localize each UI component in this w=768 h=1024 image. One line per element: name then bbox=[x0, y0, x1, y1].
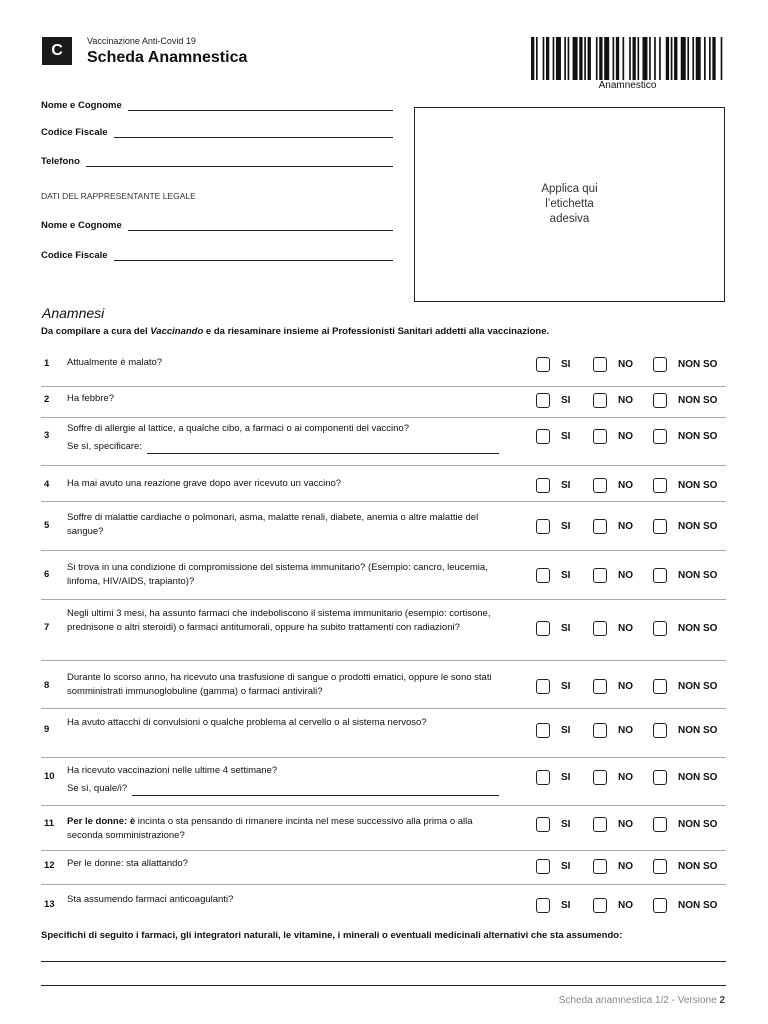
option-label: NO bbox=[618, 771, 633, 783]
option-label: NON SO bbox=[678, 569, 718, 581]
option-label: NON SO bbox=[678, 394, 718, 406]
barcode-bar bbox=[704, 37, 706, 80]
section-title: Anamnesi bbox=[42, 305, 105, 321]
barcode-bar bbox=[674, 37, 677, 80]
answer-options bbox=[536, 567, 726, 583]
question-number: 12 bbox=[44, 860, 55, 871]
option-dont-know[interactable] bbox=[653, 428, 717, 444]
checkbox-yes[interactable] bbox=[536, 478, 550, 493]
barcode-bar bbox=[642, 37, 647, 80]
question-separator bbox=[41, 757, 726, 758]
question-row-1 bbox=[41, 356, 726, 378]
question-row-10 bbox=[41, 764, 726, 796]
legal-rep-heading: DATI DEL RAPPRESENTANTE LEGALE bbox=[41, 191, 196, 201]
question-row-2 bbox=[41, 392, 726, 414]
patient-fiscal-code-line[interactable] bbox=[114, 124, 393, 138]
question-text-body: Ha febbre? bbox=[67, 393, 115, 404]
barcode-bar bbox=[564, 37, 566, 80]
specify-line[interactable] bbox=[147, 443, 499, 454]
checkbox-no[interactable] bbox=[593, 519, 607, 534]
option-no[interactable] bbox=[593, 477, 633, 493]
option-label: NON SO bbox=[678, 479, 718, 491]
checkbox-no[interactable] bbox=[593, 429, 607, 444]
barcode-bar bbox=[596, 37, 598, 80]
option-yes[interactable] bbox=[536, 356, 570, 372]
option-dont-know[interactable] bbox=[653, 567, 717, 583]
question-text bbox=[67, 607, 507, 635]
checkbox-no[interactable] bbox=[593, 770, 607, 785]
section-instruction bbox=[41, 326, 549, 337]
option-label: NON SO bbox=[678, 680, 718, 692]
barcode-bar bbox=[536, 37, 538, 80]
question-number: 8 bbox=[44, 680, 50, 691]
question-number: 1 bbox=[44, 358, 50, 369]
barcode-bar bbox=[616, 37, 619, 80]
instruction-emphasis: Vaccinando bbox=[150, 326, 204, 337]
option-label: NO bbox=[618, 394, 633, 406]
option-label: SI bbox=[561, 358, 571, 370]
question-text bbox=[67, 511, 507, 539]
option-label: SI bbox=[561, 860, 571, 872]
option-no[interactable] bbox=[593, 567, 633, 583]
option-label: NON SO bbox=[678, 771, 718, 783]
question-text-body: Ha ricevuto vaccinazioni nelle ultime 4 settimane? bbox=[67, 765, 278, 776]
option-label: SI bbox=[561, 818, 571, 830]
checkbox-dont-know[interactable] bbox=[653, 723, 667, 738]
question-separator bbox=[41, 417, 726, 418]
checkbox-yes[interactable] bbox=[536, 357, 550, 372]
question-row-9 bbox=[41, 716, 726, 744]
option-label: NO bbox=[618, 479, 633, 491]
option-no[interactable] bbox=[593, 769, 633, 785]
legal-rep-name-label: Nome e Cognome bbox=[41, 220, 122, 231]
legal-rep-fiscal-code-field[interactable] bbox=[41, 247, 393, 261]
question-text bbox=[67, 392, 507, 406]
question-text-body: Negli ultimi 3 mesi, ha assunto farmaci che indeboliscono il sistema immunitario (esempio: cortisone, prednisone o altri steroidi) o farmaci antitumorali, oppure ha subito trattamenti con radiazioni? bbox=[67, 608, 491, 633]
question-number: 11 bbox=[44, 818, 55, 829]
option-no[interactable] bbox=[593, 392, 633, 408]
medications-label: Specifichi di seguito i farmaci, gli integratori naturali, le vitamine, i minerali o eventuali medicinali alternativi che sta assumendo: bbox=[41, 930, 623, 941]
option-yes[interactable] bbox=[536, 722, 570, 738]
option-label: NO bbox=[618, 569, 633, 581]
checkbox-dont-know[interactable] bbox=[653, 519, 667, 534]
checkbox-dont-know[interactable] bbox=[653, 898, 667, 913]
option-yes[interactable] bbox=[536, 620, 570, 636]
option-yes[interactable] bbox=[536, 567, 570, 583]
legal-rep-name-field[interactable] bbox=[41, 217, 393, 231]
question-text bbox=[67, 893, 507, 907]
checkbox-dont-know[interactable] bbox=[653, 770, 667, 785]
barcode-bar bbox=[546, 37, 549, 80]
question-separator bbox=[41, 660, 726, 661]
barcode-bar bbox=[654, 37, 656, 80]
question-text-bold: Per le donne: è bbox=[67, 816, 136, 827]
question-row-12 bbox=[41, 857, 726, 877]
option-no[interactable] bbox=[593, 678, 633, 694]
question-text bbox=[67, 561, 507, 589]
checkbox-no[interactable] bbox=[593, 723, 607, 738]
question-number: 7 bbox=[44, 622, 50, 633]
option-label: SI bbox=[561, 569, 571, 581]
question-text bbox=[67, 671, 507, 699]
checkbox-no[interactable] bbox=[593, 898, 607, 913]
question-row-11 bbox=[41, 815, 726, 843]
question-number: 3 bbox=[44, 430, 50, 441]
option-label: NON SO bbox=[678, 860, 718, 872]
question-text bbox=[67, 857, 507, 871]
barcode-bar bbox=[659, 37, 661, 80]
option-label: SI bbox=[561, 430, 571, 442]
question-row-13 bbox=[41, 893, 726, 913]
barcode-bar bbox=[556, 37, 561, 80]
barcode-bar bbox=[649, 37, 651, 80]
sticker-box bbox=[414, 107, 725, 302]
answer-options bbox=[536, 722, 726, 738]
option-no[interactable] bbox=[593, 897, 633, 913]
barcode-bar bbox=[696, 37, 701, 80]
question-separator bbox=[41, 599, 726, 600]
barcode-bar bbox=[584, 37, 586, 80]
answer-options bbox=[536, 897, 726, 913]
barcode-bar bbox=[629, 37, 631, 80]
option-label: SI bbox=[561, 724, 571, 736]
question-separator bbox=[41, 550, 726, 551]
instruction-post: e da riesaminare insieme ai Professionisti Sanitari addetti alla vaccinazione. bbox=[203, 326, 550, 337]
barcode-bar bbox=[721, 37, 723, 80]
question-row-8 bbox=[41, 671, 726, 699]
barcode-bar bbox=[599, 37, 602, 80]
patient-name-line[interactable] bbox=[128, 97, 393, 111]
option-label: NO bbox=[618, 680, 633, 692]
patient-phone-field[interactable] bbox=[41, 153, 393, 167]
option-yes[interactable] bbox=[536, 477, 570, 493]
checkbox-yes[interactable] bbox=[536, 723, 550, 738]
option-dont-know[interactable] bbox=[653, 897, 717, 913]
question-row-7 bbox=[41, 607, 726, 653]
checkbox-yes[interactable] bbox=[536, 859, 550, 874]
option-label: SI bbox=[561, 771, 571, 783]
instruction-pre: Da compilare a cura del bbox=[41, 326, 151, 337]
question-separator bbox=[41, 708, 726, 709]
question-separator bbox=[41, 501, 726, 502]
option-no[interactable] bbox=[593, 722, 633, 738]
checkbox-yes[interactable] bbox=[536, 898, 550, 913]
checkbox-no[interactable] bbox=[593, 621, 607, 636]
option-no[interactable] bbox=[593, 620, 633, 636]
checkbox-no[interactable] bbox=[593, 357, 607, 372]
option-dont-know[interactable] bbox=[653, 769, 717, 785]
question-number: 10 bbox=[44, 771, 55, 782]
page-title: Scheda Anamnestica bbox=[87, 49, 248, 66]
option-label: SI bbox=[561, 680, 571, 692]
option-label: NON SO bbox=[678, 430, 718, 442]
checkbox-dont-know[interactable] bbox=[653, 859, 667, 874]
legal-rep-name-line[interactable] bbox=[128, 217, 393, 231]
option-label: SI bbox=[561, 394, 571, 406]
option-label: NO bbox=[618, 724, 633, 736]
option-dont-know[interactable] bbox=[653, 816, 717, 832]
checkbox-no[interactable] bbox=[593, 679, 607, 694]
barcode-label: Anamnestico bbox=[598, 80, 657, 91]
patient-name-label: Nome e Cognome bbox=[41, 100, 122, 111]
barcode-bar bbox=[687, 37, 689, 80]
option-yes[interactable] bbox=[536, 678, 570, 694]
page-footer bbox=[559, 995, 725, 1006]
question-text bbox=[67, 422, 507, 454]
barcode-bar bbox=[671, 37, 673, 80]
checkbox-no[interactable] bbox=[593, 817, 607, 832]
question-separator bbox=[41, 465, 726, 466]
answer-options bbox=[536, 678, 726, 694]
checkbox-dont-know[interactable] bbox=[653, 429, 667, 444]
option-yes[interactable] bbox=[536, 897, 570, 913]
question-number: 4 bbox=[44, 479, 50, 490]
question-text-body: incinta o sta pensando di rimanere incinta nel mese successivo alla prima o alla seconda somministrazione? bbox=[67, 816, 473, 841]
medications-line-2[interactable] bbox=[41, 985, 726, 986]
barcode-bar bbox=[588, 37, 591, 80]
barcode-bar bbox=[637, 37, 639, 80]
question-number: 9 bbox=[44, 724, 50, 735]
option-label: SI bbox=[561, 479, 571, 491]
checkbox-yes[interactable] bbox=[536, 429, 550, 444]
legal-rep-fiscal-code-label: Codice Fiscale bbox=[41, 250, 108, 261]
answer-options bbox=[536, 356, 726, 372]
form-subtitle: Vaccinazione Anti-Covid 19 bbox=[87, 36, 196, 46]
option-label: NO bbox=[618, 899, 633, 911]
checkbox-no[interactable] bbox=[593, 478, 607, 493]
question-text bbox=[67, 716, 507, 730]
question-separator bbox=[41, 805, 726, 806]
question-number: 2 bbox=[44, 394, 50, 405]
checkbox-yes[interactable] bbox=[536, 770, 550, 785]
option-label: NON SO bbox=[678, 724, 718, 736]
question-separator bbox=[41, 850, 726, 851]
question-text-body: Soffre di malattie cardiache o polmonari, asma, malatte renali, diabete, anemia o altre malattie del sangue? bbox=[67, 512, 479, 537]
specify-label: Se sì, quale/i? bbox=[67, 782, 128, 794]
question-text-body: Durante lo scorso anno, ha ricevuto una trasfusione di sangue o prodotti ematici, oppure le sono stati somministrati immunoglobuline (gamma) o farmaci antivirali? bbox=[67, 672, 492, 697]
question-text bbox=[67, 764, 507, 796]
footer-text: Scheda anamnestica 1/2 - Versione bbox=[558, 995, 720, 1006]
option-yes[interactable] bbox=[536, 392, 570, 408]
option-label: NO bbox=[618, 358, 633, 370]
option-no[interactable] bbox=[593, 858, 633, 874]
question-text-body: Attualmente è malato? bbox=[67, 357, 163, 368]
barcode-bar bbox=[573, 37, 578, 80]
checkbox-dont-know[interactable] bbox=[653, 621, 667, 636]
specify-label: Se sì, specificare: bbox=[67, 440, 142, 452]
barcode-bar bbox=[553, 37, 555, 80]
option-label: NO bbox=[618, 622, 633, 634]
answer-options bbox=[536, 477, 726, 493]
question-number: 13 bbox=[44, 899, 55, 910]
option-label: NON SO bbox=[678, 899, 718, 911]
barcode-bar bbox=[623, 37, 625, 80]
checkbox-yes[interactable] bbox=[536, 393, 550, 408]
specify-field[interactable] bbox=[67, 782, 499, 796]
option-dont-know[interactable] bbox=[653, 722, 717, 738]
barcode-bar bbox=[604, 37, 609, 80]
option-label: NON SO bbox=[678, 358, 718, 370]
option-label: NON SO bbox=[678, 520, 718, 532]
answer-options bbox=[536, 858, 726, 874]
barcode-image bbox=[531, 37, 724, 80]
option-no[interactable] bbox=[593, 428, 633, 444]
specify-field[interactable] bbox=[67, 440, 499, 454]
question-row-5 bbox=[41, 511, 726, 539]
answer-options bbox=[536, 518, 726, 534]
question-text-body: Ha avuto attacchi di convulsioni o qualche problema al cervello o al sistema nervoso? bbox=[67, 717, 427, 728]
barcode-bar bbox=[579, 37, 582, 80]
option-no[interactable] bbox=[593, 518, 633, 534]
question-row-4 bbox=[41, 477, 726, 499]
specify-line[interactable] bbox=[132, 785, 499, 796]
option-yes[interactable] bbox=[536, 858, 570, 874]
barcode-bar bbox=[692, 37, 694, 80]
question-number: 6 bbox=[44, 569, 50, 580]
question-text-body: Ha mai avuto una reazione grave dopo aver ricevuto un vaccino? bbox=[67, 478, 342, 489]
option-label: NO bbox=[618, 860, 633, 872]
answer-options bbox=[536, 769, 726, 785]
answer-options bbox=[536, 816, 726, 832]
option-no[interactable] bbox=[593, 816, 633, 832]
option-yes[interactable] bbox=[536, 428, 570, 444]
option-yes[interactable] bbox=[536, 769, 570, 785]
option-dont-know[interactable] bbox=[653, 477, 717, 493]
option-no[interactable] bbox=[593, 356, 633, 372]
option-label: SI bbox=[561, 622, 571, 634]
barcode-bar bbox=[632, 37, 635, 80]
question-row-3 bbox=[41, 422, 726, 458]
barcode-bar bbox=[531, 37, 534, 80]
barcode-bar bbox=[666, 37, 669, 80]
option-yes[interactable] bbox=[536, 816, 570, 832]
option-dont-know[interactable] bbox=[653, 356, 717, 372]
footer-version: 2 bbox=[719, 995, 725, 1006]
question-text bbox=[67, 815, 507, 843]
checkbox-dont-know[interactable] bbox=[653, 478, 667, 493]
patient-fiscal-code-label: Codice Fiscale bbox=[41, 127, 108, 138]
checkbox-dont-know[interactable] bbox=[653, 679, 667, 694]
option-label: NON SO bbox=[678, 818, 718, 830]
checkbox-no[interactable] bbox=[593, 568, 607, 583]
option-label: SI bbox=[561, 520, 571, 532]
option-label: NO bbox=[618, 430, 633, 442]
question-text-body: Sta assumendo farmaci anticoagulanti? bbox=[67, 894, 234, 905]
checkbox-no[interactable] bbox=[593, 393, 607, 408]
barcode-bar bbox=[712, 37, 715, 80]
checkbox-yes[interactable] bbox=[536, 621, 550, 636]
checkbox-dont-know[interactable] bbox=[653, 817, 667, 832]
question-text bbox=[67, 356, 507, 370]
checkbox-yes[interactable] bbox=[536, 519, 550, 534]
answer-options bbox=[536, 392, 726, 408]
option-label: NO bbox=[618, 520, 633, 532]
patient-fiscal-code-field[interactable] bbox=[41, 124, 393, 138]
sticker-text: Applica qui l’etichetta adesiva bbox=[541, 183, 598, 225]
answer-options bbox=[536, 620, 726, 636]
question-text-body: Soffre di allergie al lattice, a qualche cibo, a farmaci o ai componenti del vaccino? bbox=[67, 423, 410, 434]
checkbox-yes[interactable] bbox=[536, 679, 550, 694]
checkbox-yes[interactable] bbox=[536, 568, 550, 583]
checkbox-yes[interactable] bbox=[536, 817, 550, 832]
question-row-6 bbox=[41, 561, 726, 589]
option-dont-know[interactable] bbox=[653, 620, 717, 636]
option-yes[interactable] bbox=[536, 518, 570, 534]
question-number: 5 bbox=[44, 520, 50, 531]
question-separator bbox=[41, 884, 726, 885]
answer-options bbox=[536, 428, 726, 444]
checkbox-dont-know[interactable] bbox=[653, 568, 667, 583]
checkbox-dont-know[interactable] bbox=[653, 357, 667, 372]
option-dont-know[interactable] bbox=[653, 392, 717, 408]
option-dont-know[interactable] bbox=[653, 518, 717, 534]
option-dont-know[interactable] bbox=[653, 858, 717, 874]
question-text-body: Si trova in una condizione di compromissione del sistema immunitario? (Esempio: cancro, leucemia, linfoma, HIV/AIDS, trapianto)? bbox=[67, 562, 488, 587]
barcode-bar bbox=[568, 37, 570, 80]
barcode-bar bbox=[543, 37, 545, 80]
patient-phone-label: Telefono bbox=[41, 156, 80, 167]
patient-name-field[interactable] bbox=[41, 97, 393, 111]
barcode-bar bbox=[681, 37, 686, 80]
legal-rep-fiscal-code-line[interactable] bbox=[114, 247, 393, 261]
barcode-bar bbox=[613, 37, 615, 80]
form-badge: C bbox=[42, 37, 72, 65]
medications-line-1[interactable] bbox=[41, 961, 726, 962]
question-text bbox=[67, 477, 507, 491]
option-label: NO bbox=[618, 818, 633, 830]
checkbox-no[interactable] bbox=[593, 859, 607, 874]
question-text-body: Per le donne: sta allattando? bbox=[67, 858, 188, 869]
checkbox-dont-know[interactable] bbox=[653, 393, 667, 408]
question-separator bbox=[41, 386, 726, 387]
option-label: SI bbox=[561, 899, 571, 911]
barcode-bar bbox=[709, 37, 711, 80]
option-dont-know[interactable] bbox=[653, 678, 717, 694]
patient-phone-line[interactable] bbox=[86, 153, 393, 167]
option-label: NON SO bbox=[678, 622, 718, 634]
